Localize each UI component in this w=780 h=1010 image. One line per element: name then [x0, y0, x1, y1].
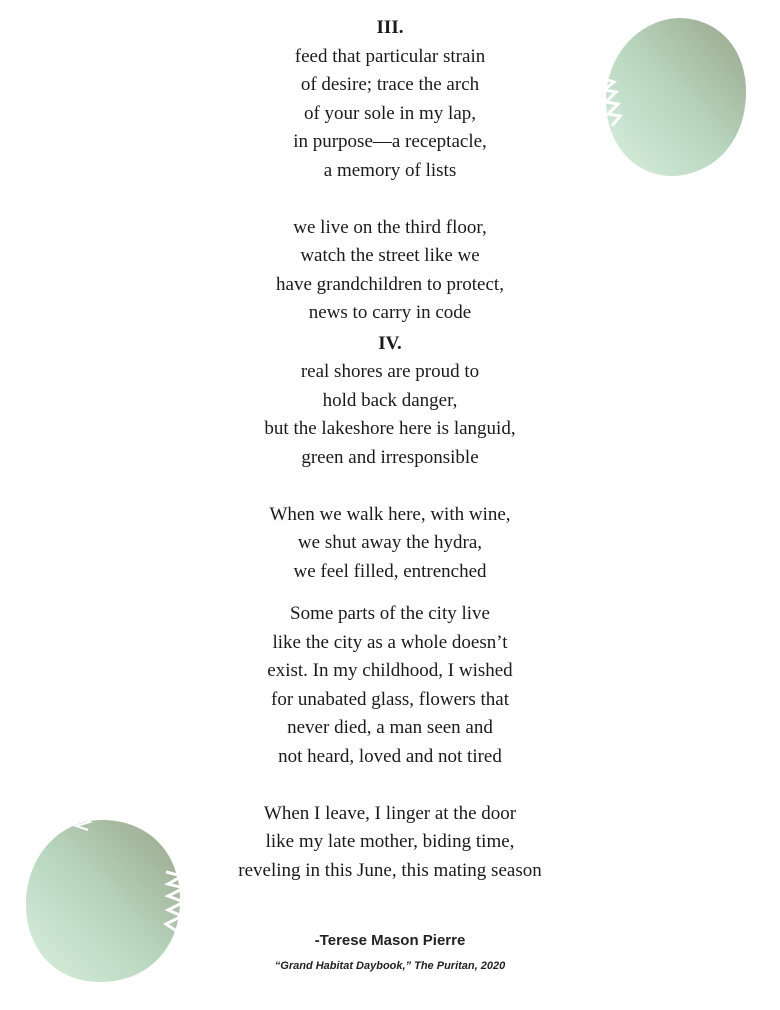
- poem-line: for unabated glass, flowers that: [271, 688, 509, 710]
- poem-line: of desire; trace the arch: [300, 74, 480, 95]
- poem-line: exist. In my childhood, I wished: [267, 660, 513, 681]
- stanza: [0, 501, 780, 587]
- poem-line: a memory of lists: [323, 159, 457, 181]
- stanza: [0, 600, 780, 771]
- poem-line: real shores are proud to: [300, 361, 480, 382]
- poem-line: reveling in this June, this mating season: [238, 859, 542, 881]
- author-name: -Terese Mason Pierre: [314, 932, 466, 949]
- poem-line: like my late mother, biding time,: [265, 831, 515, 852]
- stanza: [0, 358, 780, 472]
- section-heading-iv: IV.: [378, 332, 402, 354]
- poem-line: not heard, loved and not tired: [278, 745, 502, 767]
- poem-line: have grandchildren to protect,: [276, 273, 504, 295]
- poem-line: When we walk here, with wine,: [269, 503, 511, 525]
- stanza: [0, 43, 780, 186]
- poem-line: but the lakeshore here is languid,: [264, 418, 516, 439]
- stanza: [0, 800, 780, 886]
- citation: “Grand Habitat Daybook,” The Puritan, 2020: [274, 960, 506, 972]
- poem-line: hold back danger,: [322, 389, 458, 411]
- poem-line: feed that particular strain: [294, 45, 486, 67]
- poem-line: green and irresponsible: [301, 446, 479, 468]
- poem-line: like the city as a whole doesn’t: [272, 631, 508, 653]
- poem-line: news to carry in code: [308, 302, 472, 323]
- poem-line: Some parts of the city live: [290, 603, 490, 624]
- poem-line: we feel filled, entrenched: [293, 560, 487, 582]
- poem-line: never died, a man seen and: [287, 717, 493, 738]
- poem-line: we shut away the hydra,: [297, 532, 483, 553]
- poem-line: in purpose—a receptacle,: [293, 131, 487, 152]
- poem-line: When I leave, I linger at the door: [263, 802, 517, 824]
- poem-line: watch the street like we: [300, 245, 480, 266]
- stanza: [0, 214, 780, 328]
- poem-line: of your sole in my lap,: [303, 102, 477, 124]
- poem-line: we live on the third floor,: [293, 216, 487, 238]
- section-heading-iii: III.: [376, 17, 404, 38]
- poem-body: [0, 14, 780, 885]
